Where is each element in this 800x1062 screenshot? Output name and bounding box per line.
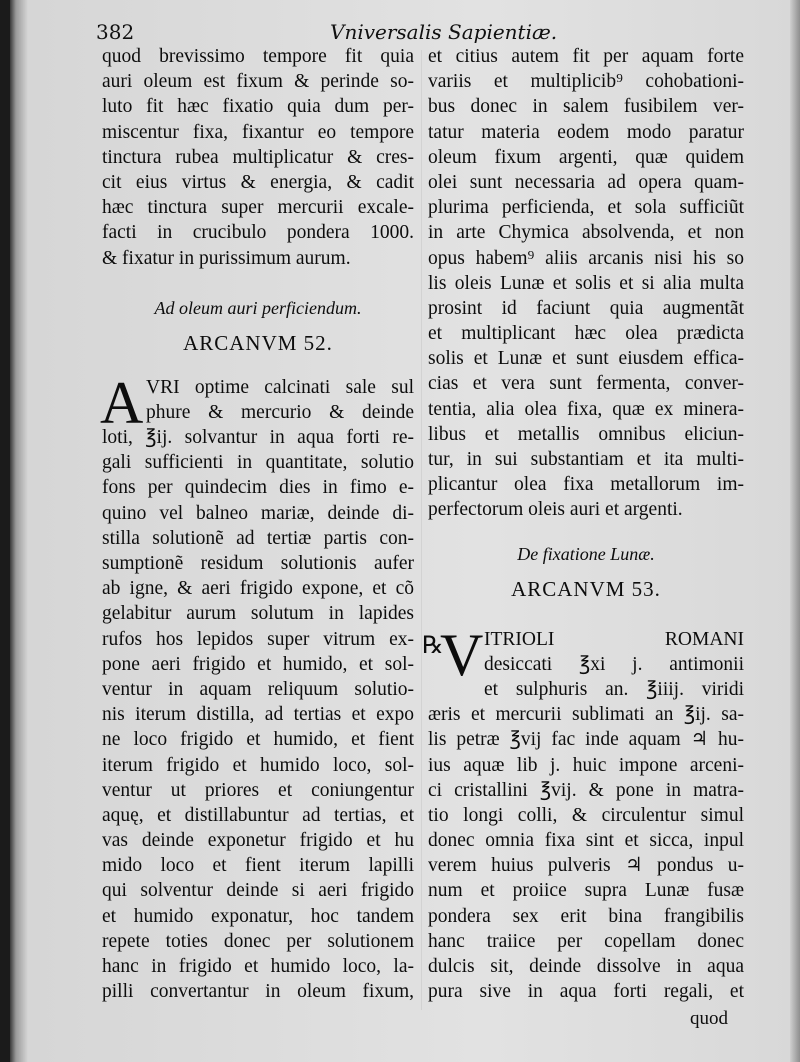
text-line: rufos hos lepidos super vitrum ex-: [102, 628, 414, 650]
text-line: vas deinde exponetur frigido et hu: [102, 830, 414, 852]
section-title: De fixatione Lunæ.: [517, 543, 655, 564]
text-line: stilla solutionẽ ad tertiæ partis con-: [102, 527, 414, 549]
text-line: pone aeri frigido et humido, et sol-: [102, 653, 414, 675]
text-line: et sulphuris an. ℥iiij. viridi: [484, 678, 744, 700]
text-line: tinctura rubea multiplicatur & cres-: [102, 146, 414, 168]
text-line: tio longi colli, & circulentur simul: [428, 804, 744, 826]
recipe-rx-icon: ℞: [422, 632, 444, 659]
right-intro-text: [428, 44, 744, 523]
text-line: fons per quindecim dies in fimo e-: [102, 477, 414, 499]
text-line: plurima perficienda, et sola sufficiũt: [428, 197, 744, 219]
text-line: loti, ℥ij. solvantur in aqua forti re-: [102, 427, 414, 449]
drop-cap: V: [440, 621, 484, 688]
text-line: hanc in frigido et humido loco, la-: [102, 956, 414, 977]
text-line: ITRIOLI ROMANI: [484, 628, 744, 650]
text-line: perfectorum oleis auri et argenti.: [428, 499, 683, 521]
text-line: pilli convertantur in oleum fixum,: [102, 981, 414, 1003]
text-line: hæc tinctura super mercurii excale-: [102, 197, 414, 219]
text-line: quino vel balneo mariæ, deinde di-: [102, 502, 414, 524]
arcanum-heading: ARCANVM 52.: [183, 330, 333, 355]
catchword: quod: [690, 1008, 728, 1029]
text-line: plicantur olea fixa metallorum im-: [428, 474, 744, 496]
text-line: prosint id faciunt quia augmentãt: [428, 297, 744, 319]
text-line: num et proiice supra Lunæ fusæ: [428, 880, 744, 902]
text-line: lis petræ ℥vij fac inde aquam ♃ hu-: [428, 729, 744, 751]
text-line: cit eius virtus & energia, & cadit: [102, 171, 414, 193]
text-line: repete toties donec per solutionem: [102, 930, 414, 952]
text-line: et citius autem fit per aquam forte: [428, 46, 744, 67]
text-line: pondera sex erit bina frangibilis: [428, 905, 744, 927]
text-line: iterum frigido et humido loco, sol-: [102, 754, 414, 776]
text-line: pura sive in aqua forti regali, et: [428, 981, 744, 1003]
text-line: desiccati ℥xi j. antimonii: [484, 653, 744, 675]
text-line: opus habem⁹ aliis arcanis nisi his so: [428, 247, 744, 269]
text-line: luto fit hæc fixatio quia dum per-: [102, 96, 414, 118]
text-line: variis et multiplicib⁹ cohobationi-: [428, 71, 744, 93]
text-line: verem huius pulveris ♃ pondus u-: [428, 855, 744, 877]
right-column: [422, 44, 744, 1004]
text-line: et multiplicant hæc olea prædicta: [428, 323, 744, 345]
text-line: phure & mercurio & deinde: [146, 401, 414, 423]
text-line: ci cristallini ℥vij. & pone in matra-: [428, 779, 744, 801]
drop-cap: A: [100, 369, 144, 436]
text-line: auri oleum est fixum & perinde so-: [102, 71, 414, 93]
text-line: et humido exponatur, hoc tandem: [102, 905, 414, 927]
text-line: libus et metallis omnibus eliciun-: [428, 423, 744, 445]
text-line: sumptionẽ residum solutionis aufer: [102, 553, 414, 574]
left-body-text: [100, 369, 414, 1005]
text-line: miscentur fixa, fixantur eo tempore: [102, 121, 414, 143]
text-line: solis et Lunæ et sunt eiusdem effica-: [428, 348, 744, 370]
text-line: dulcis sit, deinde dissolve in aqua: [428, 956, 744, 977]
page-edge: [790, 0, 800, 1062]
right-body-text: [422, 621, 744, 1005]
text-line: lis oleis Lunæ et solis et si alia multa: [428, 272, 744, 294]
text-line: tatur materia eodem modo paratur: [428, 121, 744, 143]
text-line: gelabitur aurum solutum in lapides: [102, 603, 414, 625]
text-line: donec omnia fixa sint et sicca, inpul: [428, 830, 744, 852]
text-line: æris et mercurii sublimati an ℥ij. sa-: [428, 704, 744, 726]
text-line: quod brevissimo tempore fit quia: [102, 46, 414, 67]
text-line: qui solventur deinde si aeri frigido: [102, 880, 414, 902]
running-title: Vniversalis Sapientiæ.: [330, 20, 558, 44]
section-title: Ad oleum auri perficiendum.: [154, 297, 362, 318]
text-line: aquę, et distillabuntur ad tertias, et: [102, 804, 414, 826]
left-column: [102, 44, 414, 1004]
text-line: oleum fixum argenti, quæ quidem: [428, 146, 744, 168]
text-line: & fixatur in purissimum aurum.: [102, 247, 351, 269]
page-header: [10, 6, 800, 46]
text-line: gali sufficienti in quantitate, solutio: [102, 452, 414, 474]
text-line: VRI optime calcinati sale sul: [146, 376, 414, 398]
text-line: ne loco frigido et humido, et fient: [102, 729, 414, 751]
text-line: in arte Chymica absolvenda, et non: [428, 222, 744, 244]
text-line: mido loco et fient iterum lapilli: [102, 855, 414, 877]
text-line: tentia, alia olea fixa, quæ ex minera-: [428, 398, 744, 420]
text-line: nis iterum distilla, ad tertias et expo: [102, 704, 414, 726]
text-line: ventur in aquam reliquum solutio-: [102, 678, 414, 700]
book-page: [10, 0, 800, 1062]
text-line: hanc traiice per copellam donec: [428, 930, 744, 952]
text-line: cias et vera sunt fermenta, conver-: [428, 373, 744, 395]
arcanum-heading: ARCANVM 53.: [511, 576, 661, 601]
text-line: ab igne, & aeri frigido expone, et cõ: [102, 578, 414, 600]
text-line: facti in crucibulo pondera 1000.: [102, 222, 414, 244]
text-line: bus donec in salem fusibilem ver-: [428, 96, 744, 118]
column-gutter: [421, 50, 422, 1010]
text-line: tur, in sui substantiam et ita multi-: [428, 449, 744, 470]
text-line: ius aquæ lib j. huic impone arceni-: [428, 754, 744, 776]
text-line: ventur ut priores et coniungentur: [102, 779, 414, 801]
text-line: olei sunt necessaria ad opera quam-: [428, 171, 744, 193]
page-number: 382: [96, 20, 135, 44]
left-intro-text: [102, 44, 414, 271]
